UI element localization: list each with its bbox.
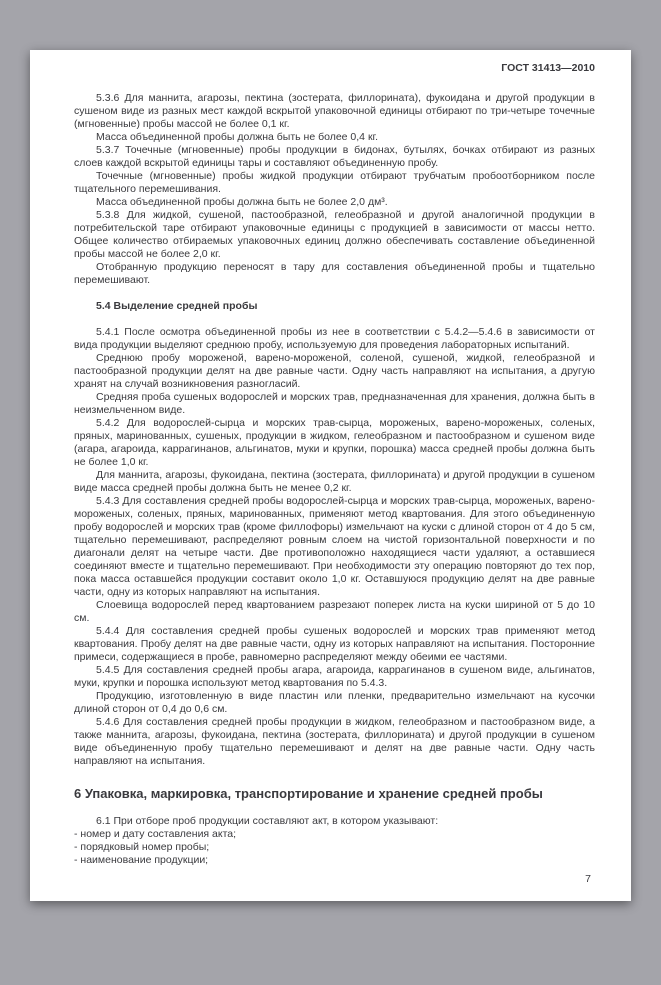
paragraph: 5.4.6 Для составления средней пробы продукции в жидком, гелеобразном и пастообразном виде, а также маннита, агарозы, фукоидана, пектина (зостерата, филлорината) и другой продукции в сушеном виде объединенную пробу тщательно перемешивают и делят на две равные части. Одну часть направляют на испытания. <box>74 716 595 767</box>
paragraph: 5.4.1 После осмотра объединенной пробы из нее в соответствии с 5.4.2—5.4.6 в зависимости от вида продукции выделяют среднюю пробу, используемую для проведения лабораторных испытаний. <box>74 326 595 351</box>
paragraph: Слоевища водорослей перед квартованием разрезают поперек листа на куски шириной от 5 до 10 см. <box>74 599 595 624</box>
document-header <box>74 62 595 74</box>
paragraph: Продукцию, изготовленную в виде пластин или пленки, предварительно измельчают на кусочки длиной сторон от 0,4 до 0,6 см. <box>74 690 595 715</box>
paragraph: Масса объединенной пробы должна быть не более 2,0 дм³. <box>96 196 388 208</box>
paragraph: 6.1 При отборе проб продукции составляют акт, в котором указывают: <box>96 815 439 827</box>
paragraph: Средняя проба сушеных водорослей и морских трав, предназначенная для хранения, должна быть в неизмельченном виде. <box>74 391 595 416</box>
list-item: - номер и дату составления акта; <box>74 828 237 840</box>
section-heading: 6 Упаковка, маркировка, транспортирование и хранение средней пробы <box>74 786 543 801</box>
paragraph: Среднюю пробу мороженой, варено-мороженой, соленой, сушеной, жидкой, гелеобразной и пастообразной продукции делят на две равные части. Одну часть направляют на испытания, а другую хранят на случай возникновения разногласий. <box>74 352 595 390</box>
paragraph: Для маннита, агарозы, фукоидана, пектина (зостерата, филлорината) и другой продукции в сушеном виде масса средней пробы должна быть не менее 0,2 кг. <box>74 469 595 494</box>
page-number: 7 <box>585 873 591 885</box>
paragraph: 5.4.5 Для составления средней пробы агара, агароида, каррагинанов в сушеном виде, альгинатов, муки, крупки и порошка используют метод квартования по 5.4.3. <box>74 664 595 689</box>
paragraph: 5.4.3 Для составления средней пробы водорослей-сырца и морских трав-сырца, мороженых, варено-мороженых, соленых, пряных, маринованных, применяют метод квартования. Для этого объединенную пробу водорослей и морских трав (кроме филлофоры) измельчают на куски с длиной сторон от 4 до 5 см, тщательно перемешивают, распределяют ровным слоем на чистой горизонтальной поверхности и по диагонали делят на четыре части. Две противоположно находящиеся части удаляют, а оставшиеся соединяют вместе и тщательно перемешивают. При необходимости эту операцию повторяют до тех пор, пока масса оставшейся продукции составит около 1,0 кг. Оставшуюся продукцию делят на две равные части, одну из которых направляют на испытания. <box>74 495 595 598</box>
paragraph: Отобранную продукцию переносят в тару для составления объединенной пробы и тщательно перемешивают. <box>74 261 595 286</box>
document-body <box>74 92 595 867</box>
paragraph: 5.4.2 Для водорослей-сырца и морских трав-сырца, мороженых, варено-мороженых, соленых, пряных, маринованных, сушеных, продукции в жидком, гелеобразном и пастообразном и сушеном виде (агара, агароида, каррагинанов, альгинатов, муки и крупки, порошка) масса средней пробы должна быть не более 1,0 кг. <box>74 417 595 468</box>
paragraph: 5.4.4 Для составления средней пробы сушеных водорослей и морских трав применяют метод квартования. Пробу делят на две равные части, одну из которых направляют на испытания. Посторонние примеси, содержащиеся в пробе, равномерно распределяют между обеими ее частями. <box>74 625 595 663</box>
list-item: - порядковый номер пробы; <box>74 841 210 853</box>
document-page <box>30 50 631 901</box>
subsection-heading: 5.4 Выделение средней пробы <box>96 300 258 312</box>
document-code: ГОСТ 31413—2010 <box>501 62 595 74</box>
list-item: - наименование продукции; <box>74 854 209 866</box>
paragraph: Точечные (мгновенные) пробы жидкой продукции отбирают трубчатым пробоотборником после тщательного перемешивания. <box>74 170 595 195</box>
paragraph: 5.3.8 Для жидкой, сушеной, пастообразной, гелеобразной и другой аналогичной продукции в потребительской таре отбирают упаковочные единицы с продукцией в зависимости от массы нетто. Общее количество отбираемых упаковочных единиц должно обеспечивать составление объединенной пробы массой не более 2,0 кг. <box>74 209 595 260</box>
paragraph: Масса объединенной пробы должна быть не более 0,4 кг. <box>96 131 379 143</box>
paragraph: 5.3.6 Для маннита, агарозы, пектина (зостерата, филлорината), фукоидана и другой продукции в сушеном виде из разных мест каждой вскрытой упаковочной единицы отбирают по три-четыре точечные (мгновенные) пробы массой не более 0,1 кг. <box>74 92 595 130</box>
paragraph: 5.3.7 Точечные (мгновенные) пробы продукции в бидонах, бутылях, бочках отбирают из разных слоев каждой вскрытой единицы тары и составляют объединенную пробу. <box>74 144 595 169</box>
